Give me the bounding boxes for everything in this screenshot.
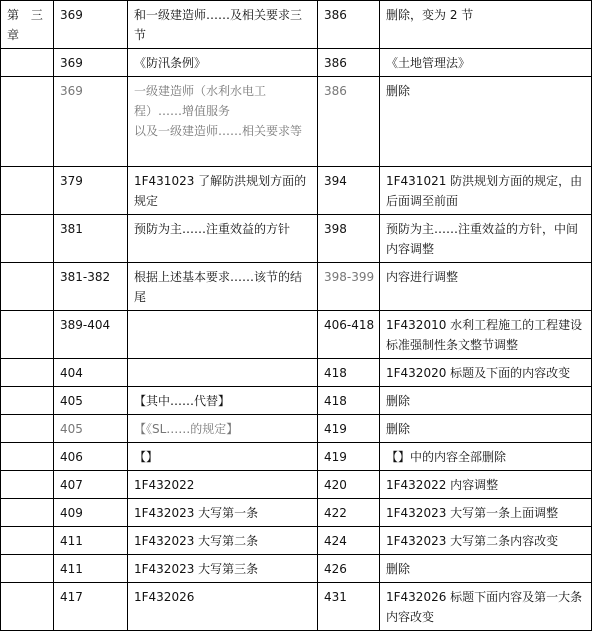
old-content-cell: [128, 359, 318, 387]
new-content-cell: 删除: [380, 77, 592, 167]
new-content-cell: 删除: [380, 387, 592, 415]
new-content-cell: 【】中的内容全部删除: [380, 443, 592, 471]
table-row: [1, 359, 592, 387]
revision-table-body: [1, 1, 592, 631]
old-content-cell: 1F432023 大写第二条: [128, 527, 318, 555]
new-content-cell: 1F432020 标题及下面的内容改变: [380, 359, 592, 387]
old-content-cell: 1F432023 大写第三条: [128, 555, 318, 583]
chapter-cell: [1, 77, 54, 167]
old-content-cell: 和一级建造师……及相关要求三节: [128, 1, 318, 49]
new-page-cell: 418: [318, 359, 380, 387]
new-page-cell: 419: [318, 415, 380, 443]
table-row: [1, 263, 592, 311]
old-content-cell: 【】: [128, 443, 318, 471]
table-row: [1, 499, 592, 527]
old-content-cell: 1F432022: [128, 471, 318, 499]
new-content-cell: 1F431021 防洪规划方面的规定，由后面调至前面: [380, 167, 592, 215]
table-row: [1, 311, 592, 359]
new-page-cell: 426: [318, 555, 380, 583]
new-content-cell: 1F432023 大写第二条内容改变: [380, 527, 592, 555]
table-row: [1, 1, 592, 49]
table-row: [1, 167, 592, 215]
chapter-cell: [1, 167, 54, 215]
chapter-cell: [1, 49, 54, 77]
old-page-cell: 379: [54, 167, 128, 215]
new-page-cell: 394: [318, 167, 380, 215]
chapter-cell: [1, 415, 54, 443]
table-row: [1, 49, 592, 77]
table-row: [1, 527, 592, 555]
old-page-cell: 389-404: [54, 311, 128, 359]
new-content-cell: 删除，变为 2 节: [380, 1, 592, 49]
new-page-cell: 386: [318, 49, 380, 77]
new-content-cell: 1F432010 水利工程施工的工程建设标准强制性条文整节调整: [380, 311, 592, 359]
old-page-cell: 369: [54, 1, 128, 49]
old-page-cell: 381: [54, 215, 128, 263]
old-content-cell: 【《SL……的规定】: [128, 415, 318, 443]
old-page-cell: 369: [54, 49, 128, 77]
old-page-cell: 406: [54, 443, 128, 471]
new-page-cell: 419: [318, 443, 380, 471]
old-content-cell: 1F431023 了解防洪规划方面的规定: [128, 167, 318, 215]
chapter-cell: [1, 471, 54, 499]
old-content-cell: 预防为主……注重效益的方针: [128, 215, 318, 263]
new-page-cell: 386: [318, 1, 380, 49]
table-row: [1, 77, 592, 167]
table-row: [1, 443, 592, 471]
chapter-cell: [1, 263, 54, 311]
new-page-cell: 422: [318, 499, 380, 527]
old-content-cell: 1F432026: [128, 583, 318, 631]
new-content-cell: 1F432026 标题下面内容及第一大条内容改变: [380, 583, 592, 631]
chapter-cell: [1, 583, 54, 631]
old-page-cell: 417: [54, 583, 128, 631]
chapter-cell: [1, 443, 54, 471]
new-page-cell: 431: [318, 583, 380, 631]
chapter-cell: [1, 215, 54, 263]
chapter-cell: [1, 387, 54, 415]
old-content-cell: 一级建造师（水利水电工程）……增值服务 以及一级建造师……相关要求等: [128, 77, 318, 167]
old-page-cell: 404: [54, 359, 128, 387]
old-page-cell: 405: [54, 387, 128, 415]
chapter-cell: [1, 311, 54, 359]
new-content-cell: 内容进行调整: [380, 263, 592, 311]
new-content-cell: 预防为主……注重效益的方针，中间内容调整: [380, 215, 592, 263]
old-content-cell: 【其中……代替】: [128, 387, 318, 415]
chapter-cell: [1, 527, 54, 555]
table-row: [1, 471, 592, 499]
new-page-cell: 386: [318, 77, 380, 167]
old-page-cell: 381-382: [54, 263, 128, 311]
new-page-cell: 398: [318, 215, 380, 263]
new-content-cell: 删除: [380, 555, 592, 583]
new-page-cell: 418: [318, 387, 380, 415]
old-content-cell: 1F432023 大写第一条: [128, 499, 318, 527]
new-content-cell: 1F432022 内容调整: [380, 471, 592, 499]
chapter-label: 第 三 章: [1, 1, 54, 49]
old-page-cell: 411: [54, 527, 128, 555]
old-content-cell: 《防汛条例》: [128, 49, 318, 77]
old-page-cell: 411: [54, 555, 128, 583]
old-page-cell: 407: [54, 471, 128, 499]
new-content-cell: 删除: [380, 415, 592, 443]
new-content-cell: 《土地管理法》: [380, 49, 592, 77]
table-row: [1, 387, 592, 415]
table-row: [1, 415, 592, 443]
new-page-cell: 406-418: [318, 311, 380, 359]
table-row: [1, 555, 592, 583]
chapter-cell: [1, 359, 54, 387]
old-content-cell: 根据上述基本要求……该节的结尾: [128, 263, 318, 311]
chapter-cell: [1, 555, 54, 583]
new-page-cell: 420: [318, 471, 380, 499]
table-row: [1, 583, 592, 631]
old-page-cell: 405: [54, 415, 128, 443]
chapter-cell: [1, 499, 54, 527]
old-page-cell: 369: [54, 77, 128, 167]
old-page-cell: 409: [54, 499, 128, 527]
new-page-cell: 398-399: [318, 263, 380, 311]
old-content-cell: [128, 311, 318, 359]
new-content-cell: 1F432023 大写第一条上面调整: [380, 499, 592, 527]
table-row: [1, 215, 592, 263]
new-page-cell: 424: [318, 527, 380, 555]
